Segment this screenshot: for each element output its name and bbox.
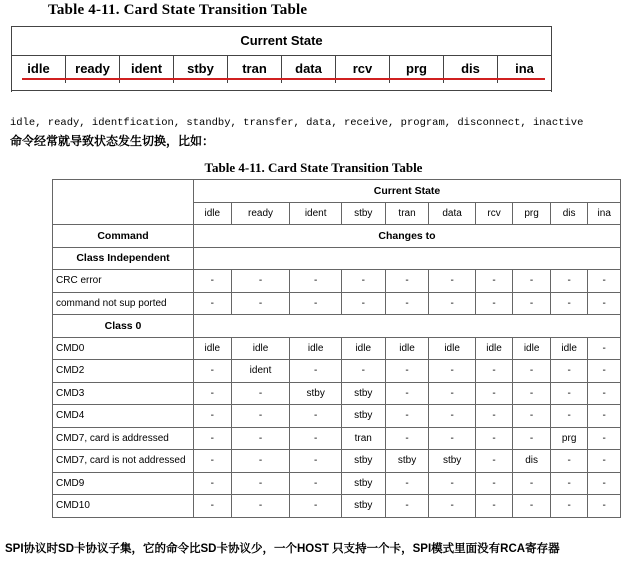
header-row — [53, 180, 621, 203]
transition-cell: - — [231, 292, 290, 315]
transition-cell: - — [385, 472, 429, 495]
transition-cell: - — [550, 405, 588, 428]
transition-cell: - — [475, 382, 513, 405]
transition-cell: - — [194, 427, 232, 450]
note-spi-subset: SPI协议时SD卡协议子集，它的命令比SD卡协议少，一个HOST 只支持一个卡，SPI模式里面没有RCA寄存器 — [5, 543, 560, 555]
transition-cell: idle — [290, 337, 341, 360]
transition-cell: - — [513, 270, 551, 293]
transition-cell: - — [341, 360, 385, 383]
note-state-switch: 命令经常就导致状态发生切换，比如： — [10, 134, 215, 148]
transition-cell: - — [588, 292, 621, 315]
transition-cell: - — [475, 270, 513, 293]
transition-cell: idle — [550, 337, 588, 360]
state-rcv: rcv — [475, 202, 513, 225]
state-stby: stby — [341, 202, 385, 225]
transition-cell: - — [513, 292, 551, 315]
transition-cell: idle — [385, 337, 429, 360]
transition-cell: - — [475, 405, 513, 428]
transition-cell: - — [385, 360, 429, 383]
transition-cell: - — [385, 427, 429, 450]
transition-cell: - — [513, 360, 551, 383]
red-underline — [22, 78, 545, 80]
transition-cell: - — [550, 360, 588, 383]
transition-cell: - — [588, 495, 621, 518]
state-description-line: idle, ready, identfication, standby, transfer, data, receive, program, disconnect, inactive — [10, 117, 584, 129]
top-table-title: Table 4-11. Card State Transition Table — [48, 2, 308, 18]
transition-cell: - — [194, 450, 232, 473]
transition-cell: dis — [513, 450, 551, 473]
transition-cell: - — [194, 495, 232, 518]
transition-cell: stby — [429, 450, 475, 473]
changes-to-header: Changes to — [194, 225, 621, 248]
transition-cell: - — [290, 360, 341, 383]
transition-cell: - — [513, 495, 551, 518]
transition-cell: - — [588, 472, 621, 495]
transition-cell: - — [513, 382, 551, 405]
transition-cell: - — [290, 270, 341, 293]
state-data: data — [429, 202, 475, 225]
transition-cell: - — [231, 405, 290, 428]
table-row — [53, 270, 621, 293]
section-blank — [194, 315, 621, 338]
transition-cell: - — [341, 270, 385, 293]
transition-cell: stby — [341, 382, 385, 405]
section-blank — [194, 247, 621, 270]
command-name: CMD2 — [53, 360, 194, 383]
transition-cell: - — [475, 360, 513, 383]
transition-cell: - — [550, 450, 588, 473]
state-tran: tran — [385, 202, 429, 225]
transition-cell: prg — [550, 427, 588, 450]
state-ident: ident — [290, 202, 341, 225]
section-label: Class 0 — [53, 315, 194, 338]
transition-cell: - — [194, 360, 232, 383]
corner-cell — [53, 180, 194, 225]
transition-cell: ident — [231, 360, 290, 383]
state-ready: ready — [231, 202, 290, 225]
section-row — [53, 315, 621, 338]
transition-cell: - — [385, 292, 429, 315]
transition-cell: - — [429, 360, 475, 383]
transition-cell: idle — [513, 337, 551, 360]
transition-cell: - — [588, 337, 621, 360]
state-idle: idle — [194, 202, 232, 225]
transition-cell: - — [194, 382, 232, 405]
transition-cell: - — [231, 270, 290, 293]
command-name: CMD10 — [53, 495, 194, 518]
transition-cell: - — [550, 292, 588, 315]
transition-cell: - — [588, 360, 621, 383]
transition-cell: - — [588, 382, 621, 405]
transition-cell: - — [429, 472, 475, 495]
transition-cell: - — [550, 270, 588, 293]
command-name: CMD4 — [53, 405, 194, 428]
transition-cell: - — [231, 427, 290, 450]
transition-cell: - — [429, 405, 475, 428]
current-state-header: Current State — [12, 27, 551, 56]
top-state-ident: ident — [120, 55, 174, 83]
transition-cell: idle — [194, 337, 232, 360]
top-state-prg: prg — [390, 55, 444, 83]
transition-cell: stby — [341, 495, 385, 518]
section-row — [53, 247, 621, 270]
transition-cell: - — [385, 382, 429, 405]
command-name: CMD3 — [53, 382, 194, 405]
transition-cell: - — [550, 472, 588, 495]
top-state-rcv: rcv — [336, 55, 390, 83]
transition-cell: - — [513, 427, 551, 450]
transition-cell: - — [429, 292, 475, 315]
table-row — [53, 472, 621, 495]
transition-cell: tran — [341, 427, 385, 450]
transition-cell: - — [475, 292, 513, 315]
transition-cell: - — [194, 270, 232, 293]
state-prg: prg — [513, 202, 551, 225]
transition-cell: - — [588, 450, 621, 473]
table-row — [53, 450, 621, 473]
transition-cell: - — [290, 472, 341, 495]
command-header: Command — [53, 225, 194, 248]
transition-cell: stby — [341, 472, 385, 495]
transition-cell: idle — [475, 337, 513, 360]
table-cut-edge — [11, 90, 552, 91]
command-name: CMD9 — [53, 472, 194, 495]
transition-cell: - — [194, 292, 232, 315]
current-state-header: Current State — [194, 180, 621, 203]
table-row — [53, 495, 621, 518]
transition-cell: - — [231, 382, 290, 405]
transition-cell: idle — [341, 337, 385, 360]
transition-cell: - — [194, 472, 232, 495]
top-state-table — [11, 26, 552, 92]
main-table-title: Table 4-11. Card State Transition Table — [204, 160, 423, 175]
top-state-idle: idle — [12, 55, 66, 83]
command-header-row — [53, 225, 621, 248]
transition-cell: - — [290, 495, 341, 518]
state-ina: ina — [588, 202, 621, 225]
transition-cell: idle — [231, 337, 290, 360]
transition-cell: - — [290, 450, 341, 473]
transition-cell: - — [385, 405, 429, 428]
command-name: CMD0 — [53, 337, 194, 360]
top-state-dis: dis — [444, 55, 498, 83]
table-row — [53, 405, 621, 428]
transition-cell: - — [385, 270, 429, 293]
transition-cell: - — [290, 427, 341, 450]
transition-cell: - — [588, 405, 621, 428]
transition-cell: - — [550, 495, 588, 518]
table-row — [53, 427, 621, 450]
transition-cell: stby — [290, 382, 341, 405]
transition-cell: stby — [341, 450, 385, 473]
transition-cell: - — [231, 450, 290, 473]
transition-cell: - — [475, 472, 513, 495]
top-state-ready: ready — [66, 55, 120, 83]
transition-cell: - — [588, 427, 621, 450]
transition-cell: - — [475, 450, 513, 473]
transition-cell: - — [429, 270, 475, 293]
transition-cell: - — [588, 270, 621, 293]
transition-cell: - — [475, 495, 513, 518]
transition-cell: - — [290, 292, 341, 315]
top-state-stby: stby — [174, 55, 228, 83]
transition-cell: - — [194, 405, 232, 428]
section-label: Class Independent — [53, 247, 194, 270]
transition-cell: - — [475, 427, 513, 450]
card-state-transition-table — [52, 179, 621, 518]
transition-cell: stby — [341, 405, 385, 428]
transition-cell: - — [231, 495, 290, 518]
table-row — [53, 360, 621, 383]
transition-cell: - — [385, 495, 429, 518]
transition-cell: - — [550, 382, 588, 405]
transition-cell: - — [231, 472, 290, 495]
transition-cell: - — [290, 405, 341, 428]
top-state-ina: ina — [515, 61, 534, 76]
transition-cell: - — [429, 382, 475, 405]
command-name: command not sup ported — [53, 292, 194, 315]
transition-cell: - — [513, 405, 551, 428]
transition-cell: stby — [385, 450, 429, 473]
command-name: CMD7, card is not addressed — [53, 450, 194, 473]
top-state-tran: tran — [228, 55, 282, 83]
table-row — [53, 382, 621, 405]
transition-cell: - — [513, 472, 551, 495]
command-name: CRC error — [53, 270, 194, 293]
state-dis: dis — [550, 202, 588, 225]
transition-cell: - — [429, 427, 475, 450]
transition-cell: idle — [429, 337, 475, 360]
top-state-data: data — [282, 55, 336, 83]
command-name: CMD7, card is addressed — [53, 427, 194, 450]
transition-cell: - — [341, 292, 385, 315]
table-row — [53, 337, 621, 360]
transition-cell: - — [429, 495, 475, 518]
table-row — [53, 292, 621, 315]
